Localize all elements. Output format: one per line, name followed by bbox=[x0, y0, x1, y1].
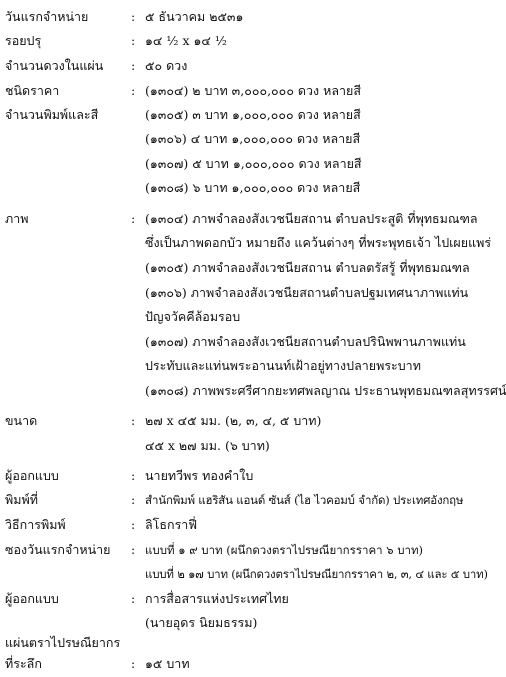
souvenir-sheet-row bbox=[0, 653, 467, 675]
print-quantity-label: จำนวนพิมพ์และสี bbox=[5, 107, 99, 122]
publisher-row bbox=[0, 612, 467, 634]
denomination-item: (๑๓๐๔) ๒ บาท ๓,๐๐๐,๐๐๐ ดวง หลายสี bbox=[145, 83, 362, 98]
design-row bbox=[0, 257, 470, 279]
stamps-per-sheet-row bbox=[0, 55, 467, 77]
design-row bbox=[0, 232, 492, 254]
souvenir-sheet-value: ๑๕ บาท bbox=[145, 656, 190, 671]
design-line: (๑๓๐๖) ภาพจำลองสังเวชนียสถานตำบลปฐมเทศนาภาพแท่น bbox=[145, 285, 469, 300]
fdc-envelope-label: ซองวันแรกจำหน่าย bbox=[5, 542, 111, 557]
denomination-row bbox=[0, 80, 467, 102]
designer-value: นายทวีพร ทองคำใบ bbox=[145, 468, 254, 483]
denomination-item: (๑๓๐๘) ๖ บาท ๑,๐๐๐,๐๐๐ ดวง หลายสี bbox=[145, 180, 361, 195]
size-label: ขนาด bbox=[5, 413, 38, 428]
design-line: ซึ่งเป็นภาพดอกบัว หมายถึง แคว้นต่างๆ ที่พระพุทธเจ้า ไปเผยแพร่ bbox=[145, 235, 492, 250]
design-row bbox=[0, 380, 506, 402]
stamps-per-sheet-label: จำนวนดวงในแผ่น bbox=[5, 58, 104, 73]
denomination-item: (๑๓๐๗) ๕ บาท ๑,๐๐๐,๐๐๐ ดวง หลายสี bbox=[145, 156, 362, 171]
design-line: (๑๓๐๗) ภาพจำลองสังเวชนียสถานตำบลปรินิพพานภาพแท่น bbox=[145, 334, 466, 349]
colon: : bbox=[131, 9, 136, 24]
design-row bbox=[0, 355, 467, 377]
denomination-label: ชนิดราคา bbox=[5, 83, 60, 98]
design-row bbox=[0, 208, 478, 230]
denomination-row bbox=[0, 104, 467, 126]
issue-date-value: ๕ ธันวาคม ๒๕๓๑ bbox=[145, 9, 244, 24]
denomination-row bbox=[0, 153, 467, 175]
fdc-envelope-row bbox=[0, 539, 467, 561]
denomination-item: (๑๓๐๖) ๔ บาท ๑,๐๐๐,๐๐๐ ดวง หลายสี bbox=[145, 131, 361, 146]
publisher-line: (นายอุดร นิยมธรรม) bbox=[145, 615, 258, 630]
design-line: (๑๓๐๔) ภาพจำลองสังเวชนียสถาน ตำบลประสูติ ที่พุทธมณฑล bbox=[145, 211, 478, 226]
printer-value: สำนักพิมพ์ แฮริสัน แอนด์ ซันส์ (ไฮ ไวคอมบ์ จำกัด) ประเทศอังกฤษ bbox=[145, 493, 464, 507]
colon: : bbox=[131, 58, 136, 73]
design-line: (๑๓๐๕) ภาพจำลองสังเวชนียสถาน ตำบลตรัสรู้ ที่พุทธมณฑล bbox=[145, 260, 470, 275]
perforation-value: ๑๔ ½ x ๑๔ ½ bbox=[145, 33, 227, 48]
issue-date-row bbox=[0, 6, 467, 28]
perforation-label: รอยปรุ bbox=[5, 33, 42, 48]
denomination-row bbox=[0, 177, 467, 199]
print-method-row bbox=[0, 514, 467, 536]
colon: : bbox=[131, 656, 136, 671]
denomination-item: (๑๓๐๕) ๓ บาท ๑,๐๐๐,๐๐๐ ดวง หลายสี bbox=[145, 107, 361, 122]
publisher-row bbox=[0, 588, 467, 610]
denomination-row bbox=[0, 128, 467, 150]
size-line: ๒๗ x ๔๕ มม. (๒, ๓, ๔, ๕ บาท) bbox=[145, 413, 322, 428]
printer-row bbox=[0, 489, 467, 511]
colon: : bbox=[131, 33, 136, 48]
print-method-value: ลิโธกราฟี่ bbox=[145, 517, 198, 532]
size-row bbox=[0, 435, 467, 457]
colon: : bbox=[131, 542, 136, 557]
design-row bbox=[0, 282, 467, 304]
design-line: ประทับและแท่นพระอานนท์เฝ้าอยู่ทางปลายพระบาท bbox=[145, 358, 421, 373]
size-line: ๔๕ x ๒๗ มม. (๖ บาท) bbox=[145, 438, 270, 453]
perforation-row bbox=[0, 30, 467, 52]
designer-row bbox=[0, 465, 467, 487]
colon: : bbox=[131, 517, 136, 532]
design-row bbox=[0, 306, 467, 328]
colon: : bbox=[131, 468, 136, 483]
stamps-per-sheet-value: ๕๐ ดวง bbox=[145, 58, 188, 73]
publisher-line: การสื่อสารแห่งประเทศไทย bbox=[145, 591, 289, 606]
souvenir-sheet-label: แผ่นตราไปรษณียากร bbox=[5, 635, 121, 650]
print-method-label: วิธีการพิมพ์ bbox=[5, 517, 66, 532]
printer-label: พิมพ์ที่ bbox=[5, 492, 38, 507]
fdc-envelope-row bbox=[0, 563, 488, 585]
souvenir-sheet-row bbox=[0, 632, 467, 654]
colon: : bbox=[131, 83, 136, 98]
fdc-envelope-line: แบบที่ ๒ ๑๗ บาท (ผนึกดวงตราไปรษณียากรราคา ๒, ๓, ๔ และ ๕ บาท) bbox=[145, 567, 488, 581]
colon: : bbox=[131, 591, 136, 606]
size-row bbox=[0, 410, 467, 432]
souvenir-sheet-label-2: ที่ระลึก bbox=[5, 656, 42, 671]
colon: : bbox=[131, 413, 136, 428]
design-line: (๑๓๐๘) ภาพพระศรีศากยะทศพลญาณ ประธานพุทธมณฑลสุทรรศน์ bbox=[145, 383, 506, 398]
issue-date-label: วันแรกจำหน่าย bbox=[5, 9, 89, 24]
colon: : bbox=[131, 492, 136, 507]
fdc-envelope-line: แบบที่ ๑ ๙ บาท (ผนึกดวงตราไปรษณียากรราคา ๖ บาท) bbox=[145, 543, 424, 557]
design-label: ภาพ bbox=[5, 211, 29, 226]
publisher-label: ผู้ออกแบบ bbox=[5, 591, 59, 606]
design-row bbox=[0, 331, 467, 353]
designer-label: ผู้ออกแบบ bbox=[5, 468, 59, 483]
design-line: ปัญจวัคคีล้อมรอบ bbox=[145, 309, 241, 324]
colon: : bbox=[131, 211, 136, 226]
